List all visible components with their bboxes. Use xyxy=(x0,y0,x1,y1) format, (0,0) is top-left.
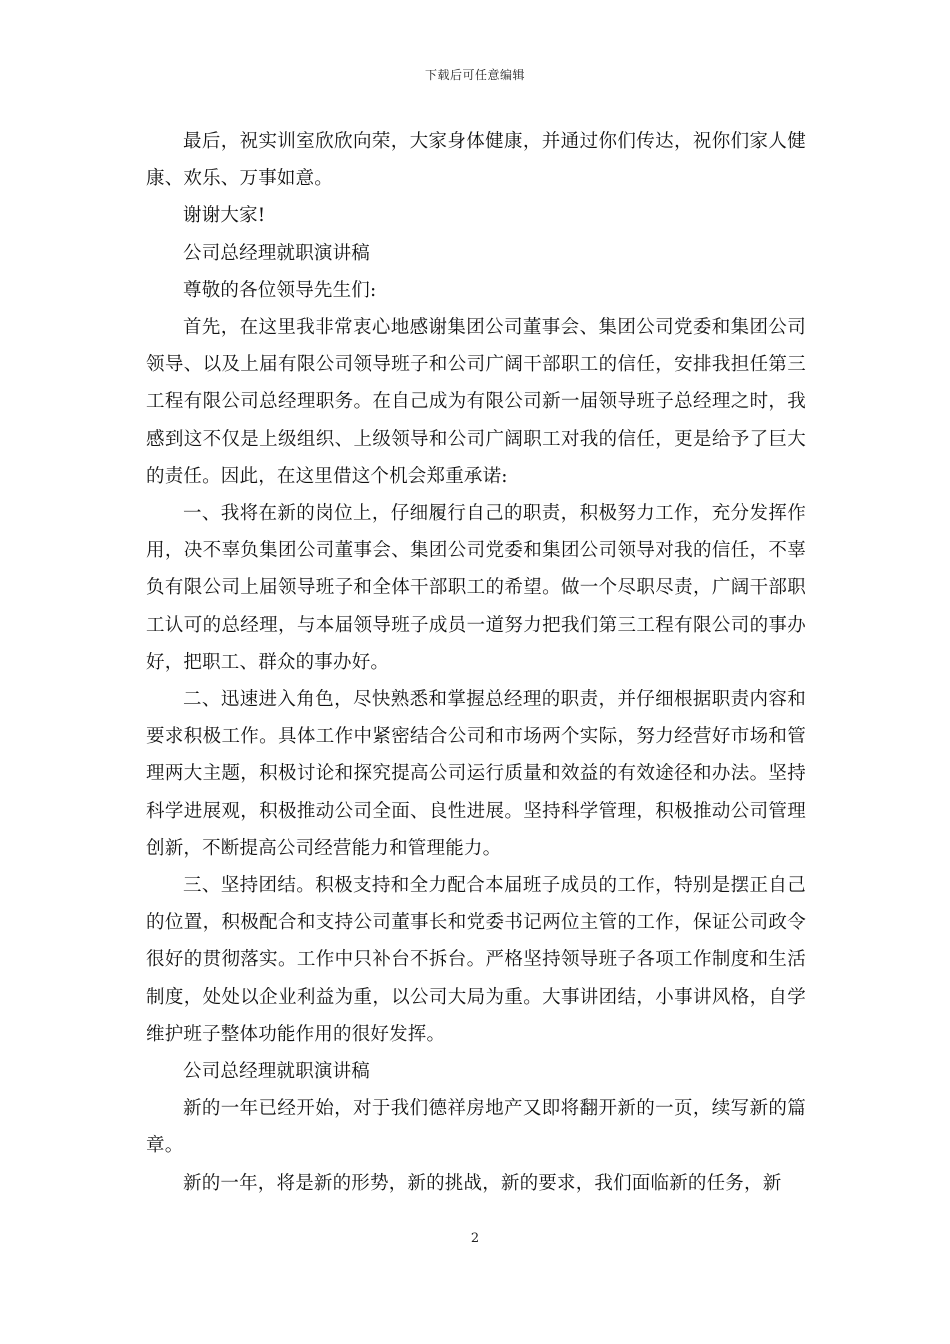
section-title: 公司总经理就职演讲稿 xyxy=(183,242,371,264)
paragraph: 最后，祝实训室欣欣向荣，大家身体健康，并通过你们传达，祝你们家人健康、欢乐、万事如意。 xyxy=(146,131,806,190)
paragraph: 新的一年已经开始，对于我们德祥房地产又即将翻开新的一页，续写新的篇章。 xyxy=(146,1098,806,1157)
paragraph: 谢谢大家! xyxy=(183,205,266,227)
paragraph: 首先，在这里我非常衷心地感谢集团公司董事会、集团公司党委和集团公司领导、以及上届有限公司领导班子和公司广阔干部职工的信任，安排我担任第三工程有限公司总经理职务。在自己成为有限公司新一届领导班子总经理之时，我感到这不仅是上级组织、上级领导和公司广阔职工对我的信任，更是给予了巨大的责任。因此，在这里借这个机会郑重承诺: xyxy=(146,317,806,487)
paragraph: 一、我将在新的岗位上，仔细履行自己的职责，积极努力工作，充分发挥作用，决不辜负集团公司董事会、集团公司党委和集团公司领导对我的信任，不辜负有限公司上届领导班子和全体干部职工的希望。做一个尽职尽责，广阔干部职工认可的总经理，与本届领导班子成员一道努力把我们第三工程有限公司的事办好，把职工、群众的事办好。 xyxy=(146,503,806,673)
salutation: 尊敬的各位领导先生们: xyxy=(183,279,377,301)
page-number: 2 xyxy=(470,1231,480,1246)
paragraph: 新的一年，将是新的形势，新的挑战，新的要求，我们面临新的任务，新 xyxy=(183,1172,782,1194)
page-header: 下载后可任意编辑 xyxy=(424,68,525,82)
document-body xyxy=(146,123,806,1202)
paragraph: 二、迅速进入角色，尽快熟悉和掌握总经理的职责，并仔细根据职责内容和要求积极工作。具体工作中紧密结合公司和市场两个实际，努力经营好市场和管理两大主题，积极讨论和探究提高公司运行质量和效益的有效途径和办法。坚持科学进展观，积极推动公司全面、良性进展。坚持科学管理，积极推动公司管理创新，不断提高公司经营能力和管理能力。 xyxy=(146,689,806,859)
paragraph: 三、坚持团结。积极支持和全力配合本届班子成员的工作，特别是摆正自己的位置，积极配合和支持公司董事长和党委书记两位主管的工作，保证公司政令很好的贯彻落实。工作中只补台不拆台。严格坚持领导班子各项工作制度和生活制度，处处以企业利益为重，以公司大局为重。大事讲团结，小事讲风格，自学维护班子整体功能作用的很好发挥。 xyxy=(146,875,806,1045)
section-title: 公司总经理就职演讲稿 xyxy=(183,1061,371,1083)
